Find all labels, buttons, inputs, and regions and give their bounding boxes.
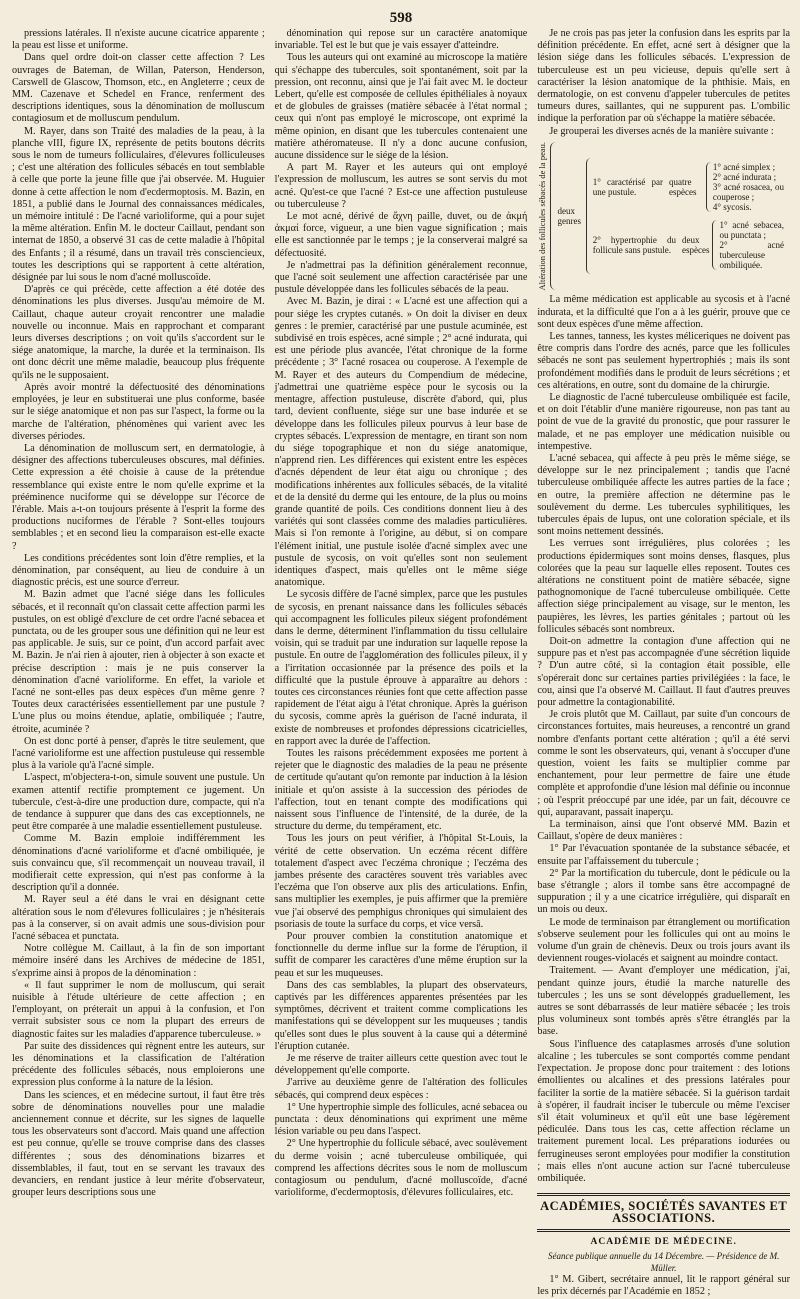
genre-list — [586, 158, 787, 274]
paragraph: dénomination qui repose sur un caractère anatomique invariable. Tel est le but que je vais essayer d'atteindre. — [274, 28, 528, 52]
section-first-paragraph: 1° M. Gibert, secrétaire annuel, lit le rapport général sur les prix décernés par l'Académie en 1852 ; — [537, 1274, 791, 1298]
paragraph: M. Rayer seul a été dans le vrai en désignant cette altération sous le nom d'élevures folliculaires ; je n'hésiterais pas à la conserver, si on avait admis une sous-division pour l'acné sébacea et punctata. — [12, 894, 265, 943]
paragraph: L'acné sebacea, qui affecte à peu près le même siége, se développe sur le nez principalement ; tandis que l'acné tuberculeuse ombiliquée affecte les autres parties de la face ; en outre, la première affection ne détermine pas le soulèvement du derme. Les tubercules syphilitiques, les tubercules épais de lupus, ont une coloration spéciale, et ils sont moins nettement dessinés. — [537, 452, 791, 538]
genre-2-item: 1° acné sebacea, ou punctata ; — [719, 220, 785, 241]
paragraph: Notre collègue M. Caillaut, à la fin de son important mémoire inséré dans les Archives de médecine de 1851, s'exprime ainsi à propos de la dénomination : — [12, 943, 265, 979]
paragraph: D'après ce qui précède, cette affection a été dotée des dénominations les plus diverses. Jusqu'au mémoire de M. Caillaut, chaque auteur croyait rencontrer une maladie nouvelle ou inconnue. Mais en rapprochant et comparant leurs diverses descriptions ; on voit qu'ils s'accordent sur le siége anatomique, la marche, la durée et la terminaison. Ils ont donc décrit une même maladie, beaucoup plus fréquente qu'ils ne le supposaient. — [12, 284, 265, 381]
paragraph: On est donc porté à penser, d'après le titre seulement, que l'acné varioliforme est une affection pustuleuse qui ressemble plus à la variole qu'à l'acné simple. — [12, 735, 265, 772]
genre-1-item: 4° sycosis. — [712, 202, 752, 213]
classification-side-label: Altération des follicules sébacés de la peau. — [537, 141, 548, 291]
paragraph: M. Bazin admet que l'acné siége dans les follicules sébacés, et il reconnaît qu'on classait cette affection parmi les pustules, on est obligé d'exclure de cet ordre l'acné sebacea et punctata, ou de les grouper sous une définition qui ne leur est pas applicable. Je suis, sur ce point, d'un accord parfait avec M. Bazin. Je n'ai rien à ajouter, rien à objecter à son exacte et précise description : mais je ne puis conserver la dénomination d'acné varioliforme. En effet, la variole et l'acné ne sont-elles pas deux espèces d'un même genre ? Toutes deux caractérisées essentiellement par une pustule ? L'une plus ou moins étendue, aplatie, ombiliquée ; l'autre, étroite, acuminée ? — [12, 589, 265, 735]
section-subheading: ACADÉMIE DE MÉDECINE. — [590, 1236, 737, 1247]
paragraph: Le sycosis diffère de l'acné simplex, parce que les pustules de sycosis, en prenant naissance dans les follicules sébacés qui accompagnent les follicules pileux siégent profondément dans le derme, déterminent l'inflammation du tissu cellulaire voisin, qui se traduit par une induration sur laquelle repose la pustule. En outre de l'agglomération des follicules pileux, il y a l'irritation occasionnée par la présence des poils et la difficulté que la pustule éprouve à apparaître au dehors : toutes ces circonstances réunies font que cette affection passe rapidement de l'état aigu à l'état chronique. Après la guérison du sycosis, comme après la guérison de l'acné indurata, il existe de nombreuses et profondes dépressions cicatricielles, en rapport avec la durée de l'affection. — [274, 589, 528, 747]
paragraph: Comme M. Bazin emploie indifféremment les dénominations d'acné varioliforme et d'acné ombiliquée, je suis convaincu que, s'il recommençait un nouveau travail, il modifierait cette expression, qui n'est pas conforme à la description qu'il a donnée. — [12, 833, 265, 894]
page-number: 598 — [389, 10, 413, 26]
section-heading: ACADÉMIES, SOCIÉTÉS SAVANTES ET ASSOCIATIONS. — [537, 1193, 790, 1231]
paragraph: Je me réserve de traiter ailleurs cette question avec tout le développement qu'elle comporte. — [274, 1053, 528, 1077]
columns — [12, 28, 791, 1298]
genre-1-item: 3° acné rosacea, ou couperose ; — [712, 182, 785, 203]
paragraph: Dans des cas semblables, la plupart des observateurs, captivés par les différences apparentes présentées par les symptômes, décrivent et traitent comme complications les manifestations qui se développent sur les muqueuses ; tandis qu'elles sont dues le plus souvent à la cause qui a déterminé l'éruption cutanée. — [274, 979, 528, 1052]
paragraph: Je ne crois pas pas jeter la confusion dans les esprits par la définition précédente. En effet, acné sert à désigner que la lésion siége dans les follicules sébacés. L'expression de tuberculeuse est un peu vicieuse, depuis qu'elle sert à caractériser la lésion anatomique de la phthisie. Mais, en dermatologie, on est convenu d'appeler tubercules de petites tumeurs dures, saillantes, qui ne suppurent pas. L'ombilic indique la perforation par où s'échappe la matière sébacée. — [537, 28, 791, 125]
paragraph: Le mode de terminaison par étranglement ou mortification s'observe seulement pour les follicules qui ont au moins le volume d'un grain de chènevis. Deux ou trois jours avant ils deviennent rouges-violacés et saignent au moindre contact. — [537, 916, 791, 965]
classification-table — [537, 142, 790, 290]
paragraph: pressions latérales. Il n'existe aucune cicatrice apparente ; la peau est lisse et uniforme. — [12, 28, 265, 52]
paragraph: Le diagnostic de l'acné tuberculeuse ombiliquée est facile, et on doit l'établir d'une manière rigoureuse, non pas tant au point de vue de la gravité du pronostic, que pour rassurer le malade, et ne pas employer une médication nuisible ou intempestive. — [537, 391, 791, 452]
paragraph: 1° Une hypertrophie simple des follicules, acné sebacea ou punctata : deux dénominations qui expriment une même lésion variable ou peu dans l'aspect. — [274, 1101, 528, 1138]
paragraph: Les verrues sont irrégulières, plus colorées ; les productions épidermiques sont moins denses, flasques, plus colorées que la peau sur laquelle elles reposent. Toutes ces altérations ne constituent point de matière sébacée, signe pathognomonique de l'acné tuberculeuse ombiliquée. Cette affection siége principalement au visage, sur le menton, les paupières, les lèvres, les parties génitales ; partout où les follicules sébacés sont nombreux. — [537, 538, 791, 635]
genre-label-row — [554, 158, 787, 274]
genre-label: deux genres — [557, 206, 581, 227]
genre-1-item: 1° acné simplex ; — [712, 162, 776, 173]
paragraph: Toutes les raisons précédemment exposées me portent à rejeter que le diagnostic des maladies de la peau ne présente de certitude qu'autant qu'on remonte par induction à la lésion initiale et qu'on assiste à la succession des périodes de l'affection, tout en tenant compte des modifications qui naissent sous l'influence de l'intensité, de la durée, de la structure du derme, du tempérament, etc. — [274, 747, 528, 833]
genre-2-label: 2° hypertrophie du follicule sans pustule. — [592, 235, 676, 256]
paragraph: Le mot acné, dérivé de ἄχνη paille, duvet, ou de ἀκμή ἀκμαί force, vigueur, a une bien vague signification ; mais elle est sanctionnée par le temps ; je la conserverai malgré sa défectuosité. — [274, 211, 528, 259]
paragraph: Les tannes, tanness, les kystes méliceriques ne doivent pas être compris dans l'ordre des acnés, parce que les follicules sébacés ne sont pas seulement hypertrophiés ; mais ils sont profondément modifiés dans le produit de leurs sécrétions ; et ces altérations, en outre, sont du domaine de la chirurgie. — [537, 330, 791, 391]
paragraph: Traitement. — Avant d'employer une médication, j'ai, pendant quinze jours, étudié la marche naturelle des tubercules ; les uns se sont développés graduellement, les autres se sont débarrassés de leur matière sébacée ; les trois plus volumineux sont tombés après s'être étranglés par la base. — [537, 965, 791, 1038]
session-meta: Séance publique annuelle du 14 Décembre. — Présidence de M. Müller. — [548, 1250, 780, 1273]
paragraph: Tous les jours on peut vérifier, à l'hôpital St-Louis, la vérité de cette observation. Un eczéma récent diffère totalement d'aspect avec l'eczéma chronique ; l'eczéma des jambes présente des caractères souvent très variables avec l'eczéma que l'on observe aux plis des articulations. Enfin, sans multiplier les exemples, je puis affirmer que la première vue j'ai observé des pemphigus chroniques qui simulaient des psoriasis de toute la surface du corps, et vice versâ. — [274, 833, 528, 930]
paragraph: Pour prouver combien la constitution anatomique et fonctionnelle du derme influe sur la forme de l'éruption, il suffit de comparer les caractères d'une même éruption sur la peau et sur les muqueuses. — [274, 931, 528, 979]
paragraph: L'aspect, m'objectera-t-on, simule souvent une pustule. Un examen attentif rectifie promptement ce jugement. Un tubercule, c'est-à-dire une production dure, compacte, qui n'a de tendance à suppurer que dans des cas exceptionnels, ne peut être comparée à une maladie essentiellement pustuleuse. — [12, 772, 265, 833]
column-3 — [537, 28, 791, 1298]
genre-2 — [590, 220, 787, 270]
paragraph: Je n'admettrai pas la définition généralement reconnue, que l'acné soit seulement une affection caractérisée par une pustule développée dans les follicules sébacés de la peau. — [274, 259, 528, 296]
paragraph: « Il faut supprimer le nom de molluscum, qui serait nuisible à l'étude ultérieure de cette affection ; en l'employant, on préterait un appui à la confusion, et l'on verrait subsister sous ce nom la plupart des erreurs de diagnostic faites sur les maladies d'apparence tuberculeuse. » — [12, 979, 265, 1040]
paragraph: 2° Une hypertrophie du follicule sébacé, avec soulèvement du derme voisin ; acné tuberculeuse ombiliquée, qui comprend les affections décrites sous le nom de molluscum contagiosum ou pendulum, d'acné molluscoïde, d'acné varioliforme, d'ecdermoptosis, d'élevures folliculaires, etc. — [274, 1138, 528, 1199]
paragraph: Dans quel ordre doit-on classer cette affection ? Les ouvrages de Bateman, de Willan, Paterson, Henderson, Carswell de Glascow, Thomson, etc., en Angleterre ; ceux de MM. Cazenave et Schedel en France, renferment des descriptions identiques, sous la dénomination de molluscum contagiosum et de molluscum pendulum. — [12, 52, 265, 125]
genre-2-item: 2° acné tuberculeuse ombiliquée. — [719, 240, 785, 271]
column-2 — [274, 28, 528, 1199]
column-3-body — [537, 294, 790, 1185]
paragraph: Tous les auteurs qui ont examiné au microscope la matière qui s'échappe des tubercules, soit spontanément, soit par la pression, ont reconnu, ainsi que je l'ai fait avec M. le docteur Lebert, qu'elle est composée de cellules épithéliales à noyaux et de globules de graisses (matière sébacée à l'état normal ; ceux qui n'ont pas employé le microscope, ont exprimé la même opinion, en disant que les tubercules contenaient une matière athéromateuse. Il n'y a donc aucune confusion, aucune dissidence sur le siége de la lésion. — [274, 52, 528, 162]
genre-1 — [590, 162, 787, 212]
paragraph: J'arrive au deuxième genre de l'altération des follicules sébacés, qui comprend deux espèces : — [274, 1077, 528, 1101]
genre-1-item: 2° acné indurata ; — [712, 172, 777, 183]
genre-1-count: quatre espèces — [668, 177, 697, 198]
paragraph: La dénomination de molluscum sert, en dermatologie, à désigner des affections tuberculeuses obscures, mal définies. Cette expression a été choisie à cause de la prétendue ressemblance qui existe entre le nom qu'elle exprime et la prééminence nuciforme qui se développe sur l'écorce de l'érable. Mais a-t-on toujours présente à l'esprit la forme des productions nuciformes de l'érable ? Sont-elles toujours semblables ; et en second lieu la comparaison est-elle exacte ? — [12, 442, 265, 552]
paragraph: 1° Par l'évacuation spontanée de la substance sébacée, et ensuite par l'affaissement du tubercule ; — [537, 843, 791, 867]
paragraph: Les conditions précédentes sont loin d'être remplies, et la dénomination, par conséquent, au lieu de conduire à un diagnostic précis, est une source d'erreur. — [12, 552, 265, 589]
paragraph: Après avoir montré la défectuosité des dénominations employées, je leur en substituerai une plus conforme, basée sur le siége anatomique et non pas sur l'aspect, la forme ou la marche de l'altération, phénomènes qui varient avec les diverses périodes. — [12, 381, 265, 442]
column-3-intro — [537, 28, 790, 138]
genre-1-items — [706, 162, 787, 212]
paragraph: Dans les sciences, et en médecine surtout, il faut être très sobre de dénominations nouvelles pour une maladie anciennement connue et décrite, sur les signes de laquelle tous les observateurs sont d'accord. Mais quand une affection est peu connue, qu'elle se trouve comprise dans des classes différentes ; sous des dénominations bizarres et dissemblables, il faut, tout en se servant les travaux des devanciers, en rendant justice à leur mérite d'observateur, grouper leurs descriptions sous une — [12, 1089, 265, 1199]
genre-2-count: deux espèces — [681, 235, 710, 256]
paragraph: 2° Par la mortification du tubercule, dont le pédicule ou la base s'étrangle ; alors il tombe sans être accompagné de suppuration ; il y a une cicatrice irrégulière, qui disparaît en un mois ou deux. — [537, 867, 791, 916]
classification-brace — [550, 142, 790, 290]
paragraph: La terminaison, ainsi que l'ont observé MM. Bazin et Caillaut, s'opère de deux manières : — [537, 819, 791, 843]
paragraph: Par suite des dissidences qui règnent entre les auteurs, sur les dénominations et la classification de l'altération précédente des follicules sébacés, nous emploierons une expression plus conforme à la nature de la lésion. — [12, 1040, 265, 1089]
paragraph: A part M. Rayer et les auteurs qui ont employé l'expression de molluscum, les autres se sont servis du mot acné. Qu'est-ce que l'acné ? Est-ce une affection pustuleuse ou tuberculeuse ? — [274, 162, 528, 210]
paragraph: Sous l'influence des cataplasmes arrosés d'une solution alcaline ; les tubercules se sont comportés comme pendant l'expectation. Je propose donc pour traitement : des lotions émollientes ou alcalines et des pressions latérales pour faciliter la sortie de la matière sébacée. Si la guérison tardait à s'opérer, il faudrait inciser le tubercule ou même l'exciser s'il était volumineux et qu'il eût une base légèrement pédiculée. Dans tous les cas, cette affection réclame un traitement purement local. Les préparations iodurées ou ferrugineuses seront employées pour modifier la constitution ; mais elles n'ont aucune action sur l'acné tuberculeuse ombiliquée. — [537, 1038, 791, 1184]
paragraph: Avec M. Bazin, je dirai : « L'acné est une affection qui a pour siége les cryptes cutanés. » On doit la diviser en deux genres : le premier, caractérisé par une pustule acuminée, est subdivisé en trois espèces, acné simple ; 2° acné indurata, qui est une période plus avancée, l'état chronique de la forme précédente ; 3° l'acné rosacea ou couperose. A l'exemple de M. Rayer et des auteurs du Compendium de médecine, j'admettrai une quatrième espèce pour le sycosis ou la mentagre, affection pustuleuse, discrète d'abord, qui, plus tard, devient confluente, siége sur une base indurée et se développe dans les follicules pileux pourvus à leur base de cryptes sébacés. L'expression de mentagre, en tirant son nom du siége topographique et non du siége anatomique, n'apprend rien. Les différences qui existent entre les espèces d'acnés dépendent de leur état aigu ou chronique ; des modifications inhérentes aux follicules sébacés, de la vitalité et de la densité du derme qui les entoure, de la plus ou moins grande quantité de poils. Ces conditions donnent lieu à des variétés qui sont classées comme des maladies particulières. Mais si l'on remonte à l'origine, au début, si on compare l'élément initial, une pustule isolée d'acné simplex avec une pustule de sycosis, on voit qu'elles sont non seulement identiques d'aspect, mais qu'elles ont le même siége anatomique. — [274, 296, 528, 589]
paragraph: Je grouperai les diverses acnés de la manière suivante : — [549, 125, 774, 137]
genre-2-items — [712, 220, 787, 270]
column-1 — [12, 28, 265, 1199]
paragraph: Doit-on admettre la contagion d'une affection qui ne suppure pas et n'est pas accompagnée d'une sécrétion liquide ? D'un autre côté, si la contagion était possible, elle s'opérerait donc sur certaines parties privilégiées : la face, le cou, ainsi que l'a observé M. Caillaut. Il faut d'autres preuves pour admettre la contagionabilité. — [537, 635, 791, 708]
paragraph: La même médication est applicable au sycosis et à l'acné indurata, et la difficulté que l'on a à les guérir, prouve que ce sont deux espèces d'une même affection. — [537, 294, 791, 330]
paragraph: M. Rayer, dans son Traité des maladies de la peau, à la planche vIII, figure IX, représente de petits boutons décrits sous le nom de tumeurs folliculaires, d'élevures folliculeuses ; c'est une altération des follicules sébacés en tout semblable à celle que porte la jeune fille que j'ai observée. M. Huguier donne à cette affection le nom d'ecdermoptosis. M. Bazin, en 1851, a publié dans le Journal des connaissances médicales, un mémoire intitulé : De l'acné varioliforme, qui a pour sujet la même altération. Enfin M. le docteur Caillaut, pendant son internat de 1850, a observé 31 cas de cette maladie à l'hôpital des Enfants ; il a résumé, dans un travail très consciencieux, toutes les descriptions qui se rapportent à cette altération, désignée par lui sous le nom d'acné molluscoïde. — [12, 125, 265, 284]
paragraph: Je crois plutôt que M. Caillaut, par suite d'un concours de circonstances fortuites, mais heureuses, a rencontré un grand nombre d'enfants portant cette altération ; qu'il a été servi comme le sont les observateurs, qui, venant à s'occuper d'une question, voient les faits se multiplier comme par enchantement, pour leur permettre de faire une étude complète et approfondie d'une lésion mal définie ou inconnue ; où l'esprit préoccupé par une idée, par un fait, découvre ce qui, auparavant, passait inaperçu. — [537, 709, 791, 818]
genre-1-label: 1° caractérisé par une pustule. — [592, 177, 663, 198]
